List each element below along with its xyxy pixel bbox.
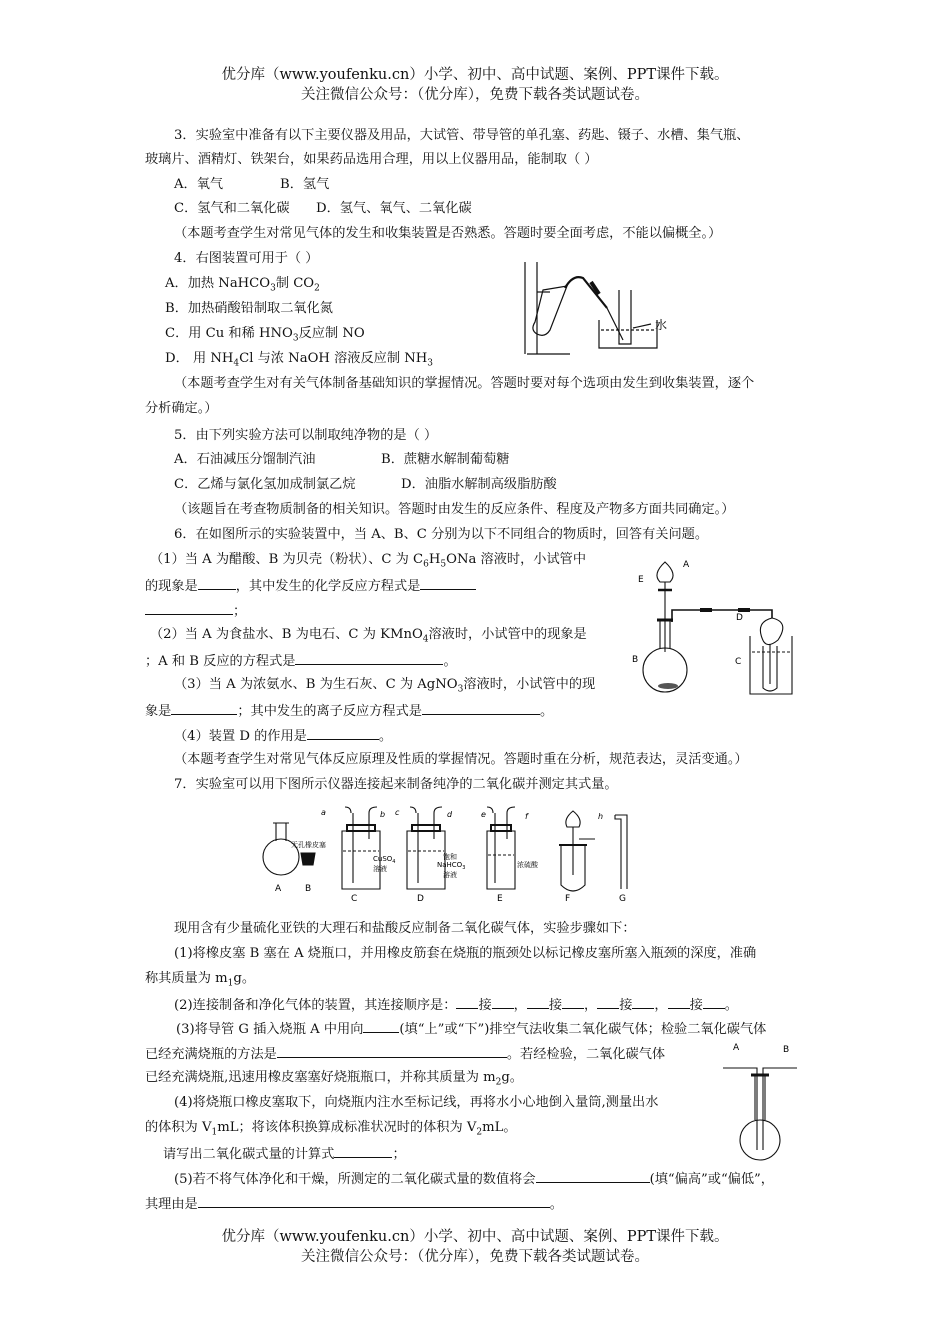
label-c: C xyxy=(735,657,742,667)
label-A: A xyxy=(275,884,282,894)
header-line-1: 优分库（www.youfenku.cn）小学、初中、高中试题、案例、PPT课件下载。 xyxy=(221,67,729,83)
separatory-funnel-a xyxy=(657,562,673,582)
q6-stem: 6．在如图所示的实验装置中，当 A、B、C 分别为以下不同组合的物质时，回答有关问题。 xyxy=(174,527,709,542)
footer-line-2: 关注微信公众号：（优分库），免费下载各类试题试卷。 xyxy=(301,1249,649,1265)
q5-note: （该题旨在考查物质制备的相关知识。答题时由发生的反应条件、程度及产物多方面共同确定。） xyxy=(174,502,735,517)
footer-line-1: 优分库（www.youfenku.cn）小学、初中、高中试题、案例、PPT课件下载。 xyxy=(221,1229,729,1245)
q5-option-a: A．石油减压分馏制汽油 xyxy=(174,452,316,467)
nahco3-label-1: 饱和 xyxy=(443,853,457,861)
label-F: F xyxy=(565,894,571,904)
cuso4-label: CuSO$_4$ xyxy=(373,855,396,865)
q6-part3-line1: （3）当 A 为浓氨水、B 为生石灰、C 为 AgNO$_3$溶液时，小试管中的现 xyxy=(174,677,596,695)
blank[interactable] xyxy=(562,995,584,1009)
blank[interactable] xyxy=(198,576,236,590)
q4-note-line1: （本题考查学生对有关气体制备基础知识的掌握情况。答题时要对每个选项由发生到收集装置，逐个 xyxy=(174,376,755,391)
label-c-lower: c xyxy=(395,808,400,817)
h2so4-label: 浓硫酸 xyxy=(517,861,538,869)
q6-part2-line1: （2）当 A 为食盐水、B 为电石、C 为 KMnO$_4$溶液时，小试管中的现象是 xyxy=(150,627,587,645)
q7-flask-figure xyxy=(715,1040,805,1170)
q5-option-c: C．乙烯与氯化氢加成制氯乙烷 xyxy=(174,477,356,492)
water-label: 水 xyxy=(655,318,668,332)
blank[interactable] xyxy=(171,701,237,715)
q3-option-b: B．氢气 xyxy=(280,177,330,192)
q6-part1-line2: 的现象是 ，其中发生的化学反应方程式是 xyxy=(145,576,476,596)
blank[interactable] xyxy=(527,995,549,1009)
q4-note-line2: 分析确定。） xyxy=(145,401,218,416)
label-a-lower: a xyxy=(321,808,326,817)
blank[interactable] xyxy=(295,651,443,665)
label-B: B xyxy=(305,884,312,894)
q7-apparatus-figure xyxy=(255,805,645,904)
test-tube xyxy=(533,286,567,335)
label-B: B xyxy=(783,1045,790,1055)
q5-option-b: B．蔗糖水解制葡萄糖 xyxy=(381,452,510,467)
q7-step3-line1: (3)将导管 G 插入烧瓶 A 中用向 (填“上”或“下”)排空气法收集二氧化碳气体；检验二氧化碳气体 xyxy=(176,1019,766,1039)
q6-part1-line1: （1）当 A 为醋酸、B 为贝壳（粉状）、C 为 $C_6H_5ONa$ 溶液时，小试管中 xyxy=(150,552,587,570)
q7-step3-line3: 已经充满烧瓶,迅速用橡皮塞塞好烧瓶瓶口，并称其质量为 $m_2g$。 xyxy=(145,1070,523,1088)
stopper-b xyxy=(301,853,315,865)
blank[interactable] xyxy=(334,1144,392,1158)
q5-stem: 5．由下列实验方法可以制取纯净物的是（ ） xyxy=(174,428,438,443)
tube-g xyxy=(615,815,627,889)
q3-option-c: C．氢气和二氧化碳 xyxy=(174,201,290,216)
label-f-lower: f xyxy=(525,812,528,821)
q7-stem: 7．实验室可以用下图所示仪器连接起来制备纯净的二氧化碳并测定其式量。 xyxy=(174,777,618,792)
blank[interactable] xyxy=(307,726,379,740)
q3-stem-line2: 玻璃片、酒精灯、铁架台，如果药品选用合理，用以上仪器用品，能制取（ ） xyxy=(145,152,598,167)
q6-part1-line3: ； xyxy=(145,601,246,621)
label-G: G xyxy=(619,894,626,904)
label-d: D xyxy=(736,613,743,623)
label-E: E xyxy=(497,894,503,904)
q3-option-a: A．氧气 xyxy=(174,177,224,192)
q3-stem-line1: 3．实验室中准备有以下主要仪器及用品，大试管、带导管的单孔塞、药匙、镊子、水槽、集气瓶、 xyxy=(174,128,750,143)
blank[interactable] xyxy=(363,1019,399,1033)
q4-option-b: B．加热硝酸铅制取二氧化氮 xyxy=(165,301,333,316)
blank[interactable] xyxy=(492,995,514,1009)
q7-step4-line2: 的体积为 $V_1mL$；将该体积换算成标准状况时的体积为 $V_2mL$。 xyxy=(145,1120,517,1138)
q4-apparatus-figure xyxy=(515,262,675,362)
blank[interactable] xyxy=(668,995,690,1009)
blank[interactable] xyxy=(597,995,619,1009)
drying-bulb-d xyxy=(760,618,782,645)
connecting-tube xyxy=(672,610,772,622)
q7-step1-line1: (1)将橡皮塞 B 塞在 A 烧瓶口，并用橡皮筋套在烧瓶的瓶颈处以标记橡皮塞所塞入瓶颈的深度，准确 xyxy=(174,946,757,961)
label-A: A xyxy=(733,1043,740,1053)
q7-step2: (2)连接制备和净化气体的装置，其连接顺序是： 接 ， 接 ， 接 ， 接 。 xyxy=(174,995,738,1015)
blank[interactable] xyxy=(420,576,476,590)
label-d-lower: d xyxy=(447,810,453,819)
q4-option-a: A．加热 NaHCO$_3$制 $CO_2$ xyxy=(165,276,320,294)
q4-stem: 4．右图装置可用于（ ） xyxy=(174,251,319,266)
blank[interactable] xyxy=(198,1194,550,1208)
q6-part4: （4）装置 D 的作用是 。 xyxy=(174,726,392,746)
blank[interactable] xyxy=(277,1044,507,1058)
q7-intro: 现用含有少量硫化亚铁的大理石和盐酸反应制备二氧化碳气体，实验步骤如下： xyxy=(174,921,636,936)
cuso4-solution-label: 溶液 xyxy=(373,865,387,873)
nahco3-label-2: NaHCO$_3$ xyxy=(437,861,466,871)
blank[interactable] xyxy=(632,995,654,1009)
blank[interactable] xyxy=(422,701,540,715)
q6-part2-line2: ；A 和 B 反应的方程式是 。 xyxy=(145,651,457,671)
q5-option-d: D．油脂水解制高级脂肪酸 xyxy=(401,477,557,492)
stopper-label: 无孔橡皮塞 xyxy=(291,841,326,849)
q7-step5-line1: (5)若不将气体净化和干燥，所测定的二氧化碳式量的数值将会 (填“偏高”或“偏低”， xyxy=(174,1169,774,1189)
label-a: A xyxy=(683,560,690,570)
q3-note: （本题考查学生对常见气体的发生和收集装置是否熟悉。答题时要全面考虑，不能以偏概全。） xyxy=(174,226,722,241)
label-h-lower: h xyxy=(598,812,604,821)
q7-step1-line2: 称其质量为 $m_1g$。 xyxy=(145,971,256,989)
header-line-2: 关注微信公众号：（优分库），免费下载各类试题试卷。 xyxy=(301,87,649,103)
nahco3-label-3: 溶液 xyxy=(443,871,457,879)
q3-option-d: D．氢气、氧气、二氧化碳 xyxy=(316,201,472,216)
wash-bottle-d xyxy=(407,831,445,889)
wash-bottle-e xyxy=(487,831,515,889)
delivery-tube xyxy=(565,277,607,308)
q4-option-c: C．用 Cu 和稀 $HNO_3$反应制 NO xyxy=(165,326,365,344)
label-b-lower: b xyxy=(380,810,386,819)
label-e: E xyxy=(638,575,644,585)
label-C: C xyxy=(351,894,358,904)
blank[interactable] xyxy=(456,995,478,1009)
blank[interactable] xyxy=(145,601,233,615)
iron-stand xyxy=(525,262,570,354)
q6-apparatus-figure xyxy=(630,552,810,697)
blank[interactable] xyxy=(536,1169,650,1183)
label-e-lower: e xyxy=(481,810,486,819)
q7-step3-line2: 已经充满烧瓶的方法是 。若经检验，二氧化碳气体 xyxy=(145,1044,665,1064)
label-D: D xyxy=(417,894,424,904)
q7-step5-line2: 其理由是 。 xyxy=(145,1194,563,1214)
q6-note: （本题考查学生对常见气体反应原理及性质的掌握情况。答题时重在分析，规范表达，灵活变通。） xyxy=(174,752,748,767)
q4-option-d: D． 用 $NH_4Cl$ 与浓 NaOH 溶液反应制 $NH_3$ xyxy=(165,351,433,369)
q7-step4-line1: (4)将烧瓶口橡皮塞取下，向烧瓶内注水至标记线，再将水小心地倒入量筒,测量出水 xyxy=(174,1095,659,1110)
q7-step4-line3: 请写出二氧化碳式量的计算式 ； xyxy=(163,1144,406,1164)
flask xyxy=(740,1120,780,1160)
blank[interactable] xyxy=(703,995,725,1009)
q6-part3-line2: 象是 ；其中发生的离子反应方程式是 。 xyxy=(145,701,553,721)
label-b: B xyxy=(632,655,639,665)
